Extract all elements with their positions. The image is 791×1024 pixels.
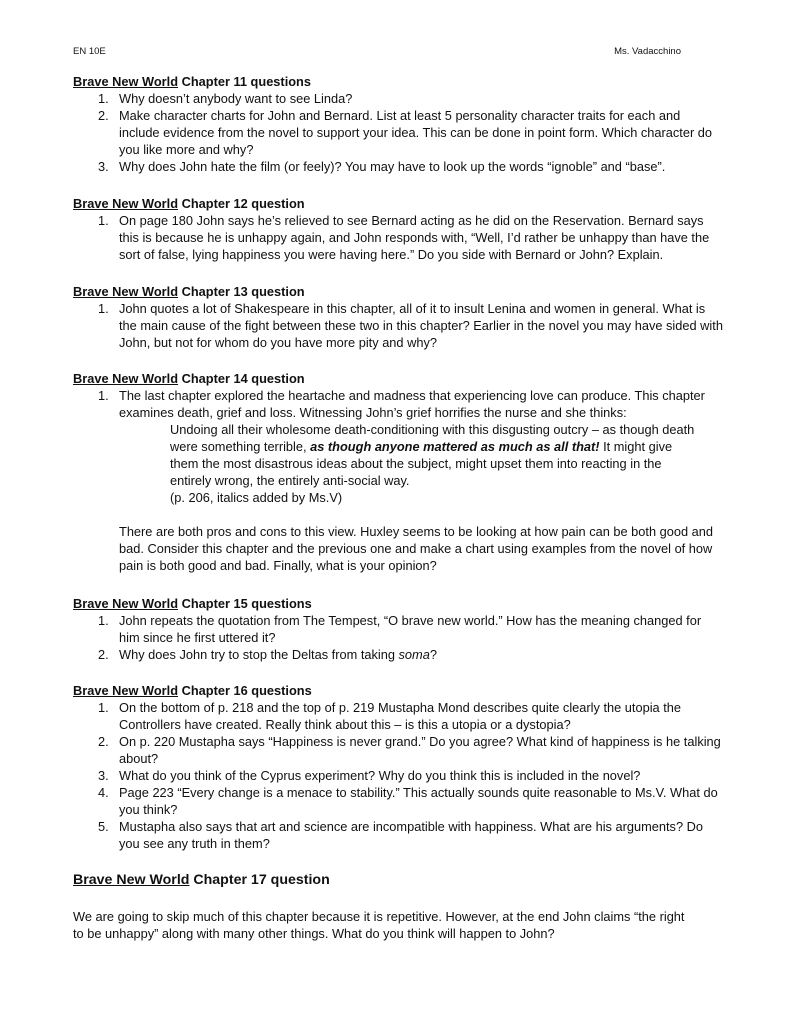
chapter-11-questions — [73, 90, 723, 175]
chapter-13-questions — [73, 300, 723, 351]
book-title: Brave New World — [73, 596, 179, 611]
book-title: Brave New World — [73, 683, 179, 698]
list-item: 1. The last chapter explored the heartache and madness that experiencing love can produce. This chapter examines death, grief and loss. Witnessing John’s grief horrifies the nurse and she thinks: — [98, 388, 705, 420]
chapter-11-section — [73, 73, 723, 175]
chapter-13-title: Brave New World Chapter 13 question — [73, 284, 305, 299]
list-item: 2. Why does John try to stop the Deltas from taking soma? — [98, 647, 437, 662]
chapter-12-questions — [73, 212, 723, 263]
emphasized-quote: as though anyone mattered as much as all that! — [310, 439, 600, 454]
chapter-17-title: Brave New World Chapter 17 question — [73, 872, 330, 888]
list-item: 1. On the bottom of p. 218 and the top of p. 219 Mustapha Mond describes quite clearly the utopia the Controllers have created. Really think about this – is this a utopia or a dystopia? — [98, 700, 682, 732]
chapter-11-title: Brave New World Chapter 11 questions — [73, 74, 311, 89]
book-title: Brave New World — [73, 284, 179, 299]
list-item: 4. Page 223 “Every change is a menace to stability.” This actually sounds quite reasonable to Ms.V. What do you think? — [98, 785, 718, 817]
book-title: Brave New World — [73, 74, 179, 89]
list-item: 1. Why doesn’t anybody want to see Linda? — [98, 91, 353, 106]
block-quote: Undoing all their wholesome death-conditioning with this disgusting outcry – as though death were something terrible, as though anyone mattered as much as all that! It might give them the most disastrous ideas about the subject, might upset them into reacting in the entirely wrong, the entirely anti-social way. (p. 206, italics added by Ms.V) — [73, 421, 723, 506]
chapter-16-section — [73, 682, 723, 852]
chapter-15-questions — [73, 612, 723, 663]
course-code: EN 10E — [73, 46, 106, 57]
list-item: 3. Why does John hate the film (or feely)? You may have to look up the words “ignoble” and “base”. — [98, 159, 666, 174]
quote-citation: (p. 206, italics added by Ms.V) — [170, 490, 343, 505]
list-item: 3. What do you think of the Cyprus experiment? Why do you think this is included in the novel? — [98, 768, 641, 783]
list-item: 1. On page 180 John says he’s relieved to see Bernard acting as he did on the Reservation. Bernard says this is because he is unhappy again, and John responds with, “Well, I’d rather be unhappy than have the sort of false, lying happiness you were having here.” Do you side with Bernard or John? Explain. — [98, 213, 710, 262]
chapter-12-section — [73, 195, 723, 263]
list-item: 2. Make character charts for John and Bernard. List at least 5 personality character traits for each and include evidence from the novel to support your idea. This can be done in point form. Which character do you like more and why? — [98, 108, 713, 157]
teacher-name: Ms. Vadacchino — [614, 46, 681, 57]
chapter-15-section — [73, 595, 723, 663]
follow-up-paragraph: There are both pros and cons to this view. Huxley seems to be looking at how pain can be both good and bad. Consider this chapter and the previous one and make a chart using examples from the novel of how pain is both good and bad. Finally, what is your opinion? — [119, 524, 714, 573]
chapter-14-section — [73, 370, 723, 574]
chapter-12-title: Brave New World Chapter 12 question — [73, 196, 305, 211]
book-title: Brave New World — [73, 371, 179, 386]
chapter-15-title: Brave New World Chapter 15 questions — [73, 596, 312, 611]
list-item: 5. Mustapha also says that art and science are incompatible with happiness. What are his arguments? Do you see any truth in them? — [98, 819, 703, 851]
chapter-14-title: Brave New World Chapter 14 question — [73, 371, 305, 386]
list-item: 2. On p. 220 Mustapha says “Happiness is never grand.” Do you agree? What kind of happiness is he talking about? — [98, 734, 721, 766]
chapter-16-questions — [73, 699, 723, 852]
chapter-14-questions — [73, 387, 723, 421]
book-title: Brave New World — [73, 196, 179, 211]
list-item: 1. John quotes a lot of Shakespeare in this chapter, all of it to insult Lenina and women in general. What is the main cause of the fight between these two in this chapter? Earlier in the novel you may have sided with John, but not for whom do you have more pity and why? — [98, 301, 723, 350]
list-item: 1. John repeats the quotation from The Tempest, “O brave new world.” How has the meaning changed for him since he first uttered it? — [98, 613, 702, 645]
chapter-16-title: Brave New World Chapter 16 questions — [73, 683, 312, 698]
chapter-13-section — [73, 283, 723, 351]
book-title: Brave New World — [73, 872, 190, 888]
chapter-17-body: We are going to skip much of this chapter because it is repetitive. However, at the end John claims “the right to be unhappy” along with many other things. What do you think will happen to John? — [73, 909, 685, 941]
chapter-17-section — [73, 872, 723, 889]
